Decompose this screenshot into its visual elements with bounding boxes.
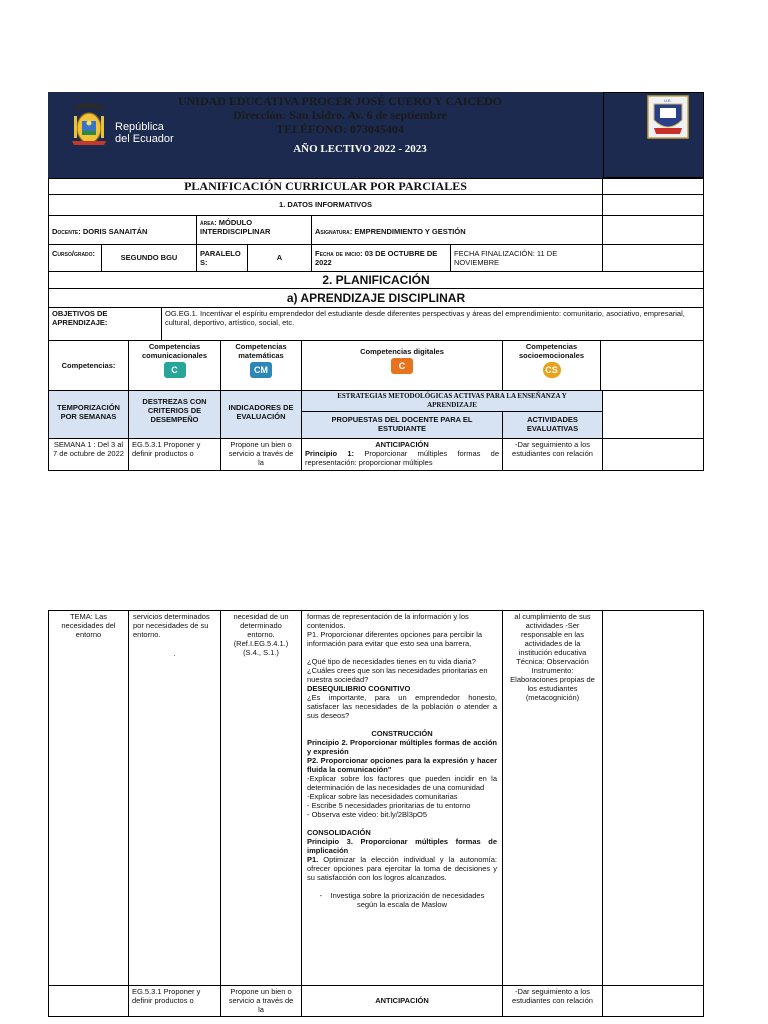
competencia-socioemocionales <box>502 340 601 391</box>
bullet: - <box>319 891 331 900</box>
empty-cell <box>600 340 704 391</box>
school-phone: TELÉFONO: 073045404 <box>276 122 404 136</box>
ecuador-coat-of-arms-icon <box>68 101 110 149</box>
objetivos-text: OG.EG.1. Incentivar el espíritu emprendedor del estudiante desde diferentes perspectivas y áreas del emprendimiento: comunitario, asociativo, empresarial, cultural, deportivo, artístico, social, etc. <box>161 307 704 341</box>
header-temporizacion: TEMPORIZACIÓN POR SEMANAS <box>48 390 129 439</box>
empty-cell <box>602 390 704 439</box>
p2-text: - Observa este video: bit.ly/2Bl3pO5 <box>307 810 428 819</box>
p2-text: ¿Es importante, para un emprendedor honesto, satisfacer las necesidades de la población o atender a sus deseos? <box>307 693 497 720</box>
competencias-label: Competencias: <box>48 340 129 391</box>
empty-cell <box>602 178 704 195</box>
p2-text: formas de representación de la información y los contenidos. <box>307 612 469 630</box>
area-value: MÓDULO INTERDISCIPLINAR <box>200 218 271 236</box>
p12-label: P1. <box>307 855 319 864</box>
row1-actividad: -Dar seguimiento a los estudiantes con relación <box>502 438 603 471</box>
docente-label: Docente: <box>52 227 81 236</box>
desequilibrio-heading: DESEQUILIBRIO COGNITIVO <box>307 684 411 693</box>
competencia-digitales <box>301 340 503 391</box>
empty-cell <box>602 438 704 471</box>
header-indicadores: INDICADORES DE EVALUACIÓN <box>220 390 302 439</box>
competencia-name: Competencias comunicacionales <box>141 342 208 360</box>
logo-text-ecuador: del Ecuador <box>115 133 174 145</box>
construccion-heading: CONSTRUCCIÓN <box>371 729 433 738</box>
inicio-label: Fecha de inicio: <box>315 249 363 258</box>
asignatura-cell <box>311 215 603 245</box>
p2-text: -Explicar sobre los factores que pueden incidir en la determinación de las necesidades de una comunidad <box>307 774 497 792</box>
p2-text <box>307 891 497 909</box>
p2-propuestas <box>301 610 503 986</box>
page-title: PLANIFICACIÓN CURRICULAR POR PARCIALES <box>48 178 603 195</box>
section-planificacion: 2. PLANIFICACIÓN <box>48 271 704 289</box>
header-actividades: ACTIVIDADES EVALUATIVAS <box>502 411 603 439</box>
p2-text: - Escribe 5 necesidades prioritarias de tu entorno <box>307 801 471 810</box>
row1-semana: SEMANA 1 : Del 3 al 7 de octubre de 2022 <box>48 438 129 471</box>
p2-anticipacion2: ANTICIPACIÓN <box>301 985 503 1017</box>
section-datos-informativos: 1. DATOS INFORMATIVOS <box>48 194 603 216</box>
p2-destreza2: EG.5.3.1 Proponer y definir productos o <box>128 985 221 1017</box>
p2-text: Principio 3. Proporcionar múltiples formas de implicación <box>307 837 497 855</box>
row1-propuesta <box>301 438 503 471</box>
school-year: AÑO LECTIVO 2022 - 2023 <box>293 143 427 155</box>
comunicacionales-icon: C <box>164 362 186 378</box>
inicio-cell <box>311 244 451 272</box>
empty-cell <box>602 244 704 272</box>
school-shield-icon <box>646 94 690 140</box>
school-address: Dirección: San Isidro. Av. 6 de septiembre <box>233 108 447 122</box>
matematicas-icon: CM <box>250 362 272 378</box>
svg-text:U.E.: U.E. <box>664 98 672 103</box>
p2-indicador2: Propone un bien o servicio a través de la <box>220 985 302 1017</box>
socioemocionales-icon: CS <box>543 362 561 378</box>
curso-label: Curso/grado: <box>48 244 102 272</box>
principio1-label: Principio 1: <box>305 449 355 458</box>
section-aprendizaje: a) APRENDIZAJE DISCIPLINAR <box>48 288 704 308</box>
header-destrezas: DESTREZAS CON CRITERIOS DE DESEMPEÑO <box>128 390 221 439</box>
empty-cell <box>602 215 704 245</box>
competencia-comunicacionales <box>128 340 221 391</box>
asignatura-label: Asignatura: <box>315 227 353 236</box>
p2-text: Optimizar la elección individual y la autonomía: ofrecer opciones para ejercitar la toma de decisiones y su satisfacción con los logros alcanzados. <box>307 855 498 882</box>
p2-maslow: Investiga sobre la priorización de necesidades según la escala de Maslow <box>330 891 485 909</box>
p2-text: P1. Proporcionar diferentes opciones para percibir la información para evitar que esto sea una barrera, <box>307 630 483 648</box>
header-estrategias: ESTRATEGIAS METODOLÓGICAS ACTIVAS PARA LA ENSEÑANZA Y APRENDIZAJE <box>301 390 603 412</box>
asignatura-value: EMPRENDIMIENTO Y GESTIÓN <box>354 227 466 236</box>
school-name: UNIDAD EDUCATIVA PROCER JOSÉ CUERO Y CAICEDO <box>177 94 503 108</box>
p2-indicador: necesidad de un determinado entorno. (Ref.I.EG.5.4.1.) (S.4., S.1.) <box>220 610 302 986</box>
docente-cell <box>48 215 197 245</box>
inicio-value: 03 DE OCTUBRE DE 2022 <box>315 249 438 267</box>
p2-tema: TEMA: Las necesidades del entorno <box>48 610 129 986</box>
empty-cell <box>48 985 129 1017</box>
p2-text: Principio 2. Proporcionar múltiples formas de acción y expresión <box>307 738 497 756</box>
p2-text: -Explicar sobre las necesidades comunitarias <box>307 792 458 801</box>
principio1-text: Proporcionar múltiples formas de representación: proporcionar múltiples <box>305 449 499 467</box>
area-cell <box>196 215 312 245</box>
p2-dot: . <box>173 649 176 658</box>
competencia-matematicas <box>220 340 302 391</box>
competencia-name: Competencias digitales <box>360 347 444 356</box>
docente-value: DORIS SANAITÁN <box>82 227 148 236</box>
p2-actividad2: -Dar seguimiento a los estudiantes con relación <box>502 985 603 1017</box>
anticipacion-heading: ANTICIPACIÓN <box>375 440 429 449</box>
empty-cell <box>602 194 704 216</box>
fin-cell: FECHA FINALIZACIÓN: 11 DE NOVIEMBRE <box>450 244 603 272</box>
paralelo-value: A <box>247 244 312 272</box>
p2-actividades: al cumplimiento de sus actividades -Ser responsable en las actividades de la institución educativa Técnica: Observación Instrumento: Elaboraciones propias de los estudiantes (metacognición) <box>502 610 603 986</box>
p2-destreza: servicios determinados por necesidades de su entorno. <box>133 612 210 639</box>
row1-indicador: Propone un bien o servicio a través de la <box>220 438 302 471</box>
empty-cell <box>602 610 704 986</box>
p2-text: P2. Proporcionar opciones para la expresión y hacer fluida la comunicación" <box>307 756 497 774</box>
row1-destreza: EG.5.3.1 Proponer y definir productos o <box>128 438 221 471</box>
logo-text-republica: República <box>115 121 164 133</box>
header-propuestas: PROPUESTAS DEL DOCENTE PARA EL ESTUDIANTE <box>301 411 503 439</box>
digitales-icon: C <box>391 358 413 374</box>
objetivos-label: OBJETIVOS DE APRENDIZAJE: <box>48 307 162 341</box>
area-label: área: <box>200 218 217 227</box>
p2-destreza-cell <box>128 610 221 986</box>
empty-cell <box>602 985 704 1017</box>
competencia-name: Competencias matemáticas <box>235 342 287 360</box>
competencia-name: Competencias socioemocionales <box>518 342 585 360</box>
paralelo-label: PARALELOS: <box>196 244 248 272</box>
consolidacion-heading: CONSOLIDACIÓN <box>307 828 371 837</box>
p2-text: ¿Qué tipo de necesidades tienes en tu vida diaria? ¿Cuáles crees que son las necesidades prioritarias en nuestra sociedad? <box>307 657 488 684</box>
curso-value: SEGUNDO BGU <box>101 244 197 272</box>
